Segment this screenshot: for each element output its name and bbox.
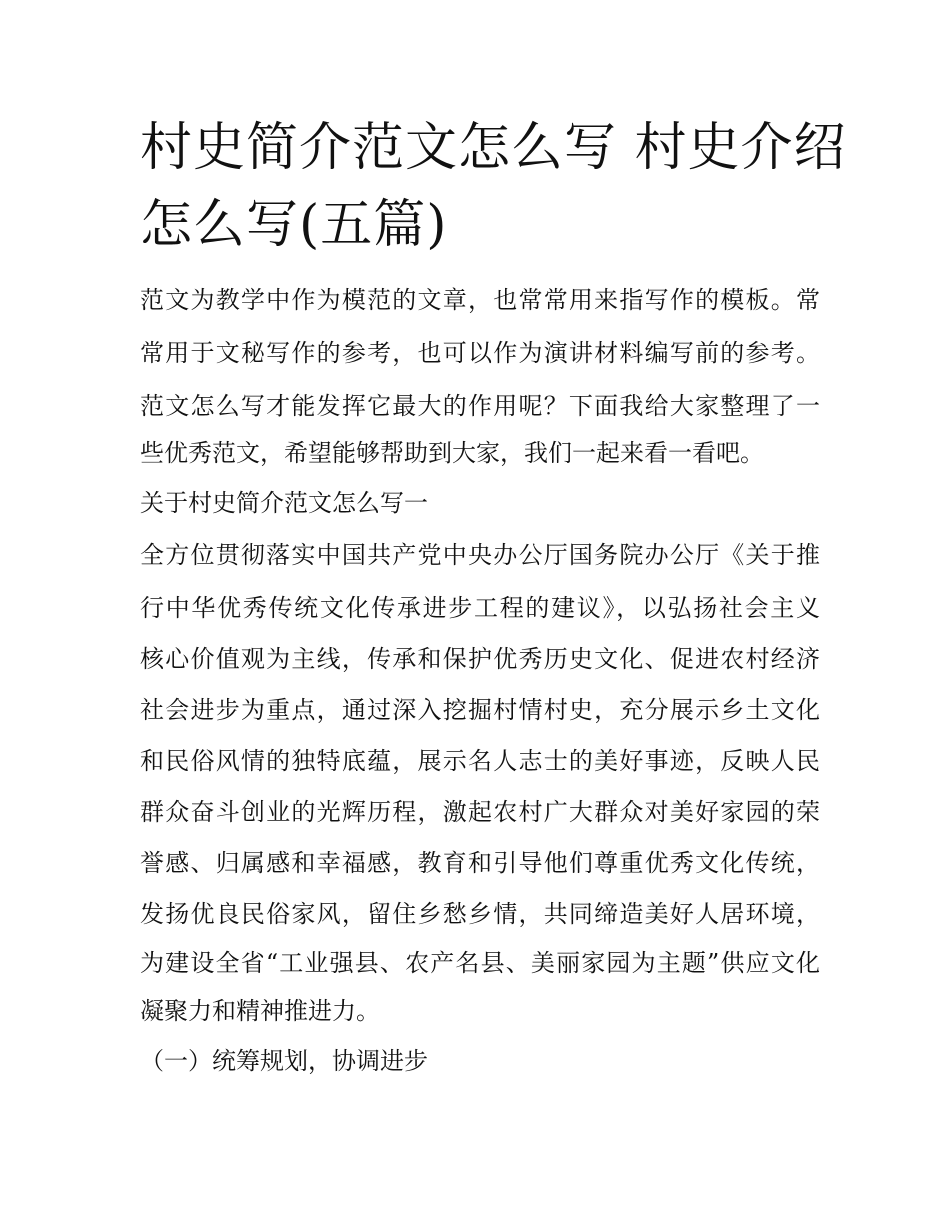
body-line-3: 核心价值观为主线，传承和保护优秀历史文化、促进农村经济	[140, 645, 820, 673]
intro-line-2: 常用于文秘写作的参考，也可以作为演讲材料编写前的参考。	[140, 339, 820, 367]
body-line-8: 发扬优良民俗家风，留住乡愁乡情，共同缔造美好人居环境，	[140, 900, 820, 928]
document-title-line-1: 村史简介范文怎么写 村史介绍	[140, 118, 847, 178]
section-heading: 关于村史简介范文怎么写一	[140, 489, 428, 517]
body-line-5: 和民俗风情的独特底蕴，展示名人志士的美好事迹，反映人民	[140, 747, 820, 775]
body-line-10: 凝聚力和精神推进力。	[140, 997, 380, 1025]
body-line-9: 为建设全省“工业强县、农产名县、美丽家园为主题”供应文化	[140, 949, 820, 977]
intro-line-4: 些优秀范文，希望能够帮助到大家，我们一起来看一看吧。	[140, 439, 764, 467]
body-line-6: 群众奋斗创业的光辉历程，激起农村广大群众对美好家园的荣	[140, 798, 820, 826]
document-title-line-2: 怎么写(五篇)	[140, 195, 448, 255]
body-line-7: 誉感、归属感和幸福感，教育和引导他们尊重优秀文化传统，	[140, 849, 820, 877]
sub-heading: （一）统筹规划，协调进步	[140, 1047, 428, 1075]
intro-line-3: 范文怎么写才能发挥它最大的作用呢？下面我给大家整理了一	[140, 392, 820, 420]
intro-line-1: 范文为教学中作为模范的文章，也常常用来指写作的模板。常	[140, 286, 820, 314]
body-line-4: 社会进步为重点，通过深入挖掘村情村史，充分展示乡土文化	[140, 696, 820, 724]
body-line-1: 全方位贯彻落实中国共产党中央办公厅国务院办公厅《关于推	[140, 541, 820, 569]
body-line-2: 行中华优秀传统文化传承进步工程的建议》，以弘扬社会主义	[140, 594, 820, 622]
